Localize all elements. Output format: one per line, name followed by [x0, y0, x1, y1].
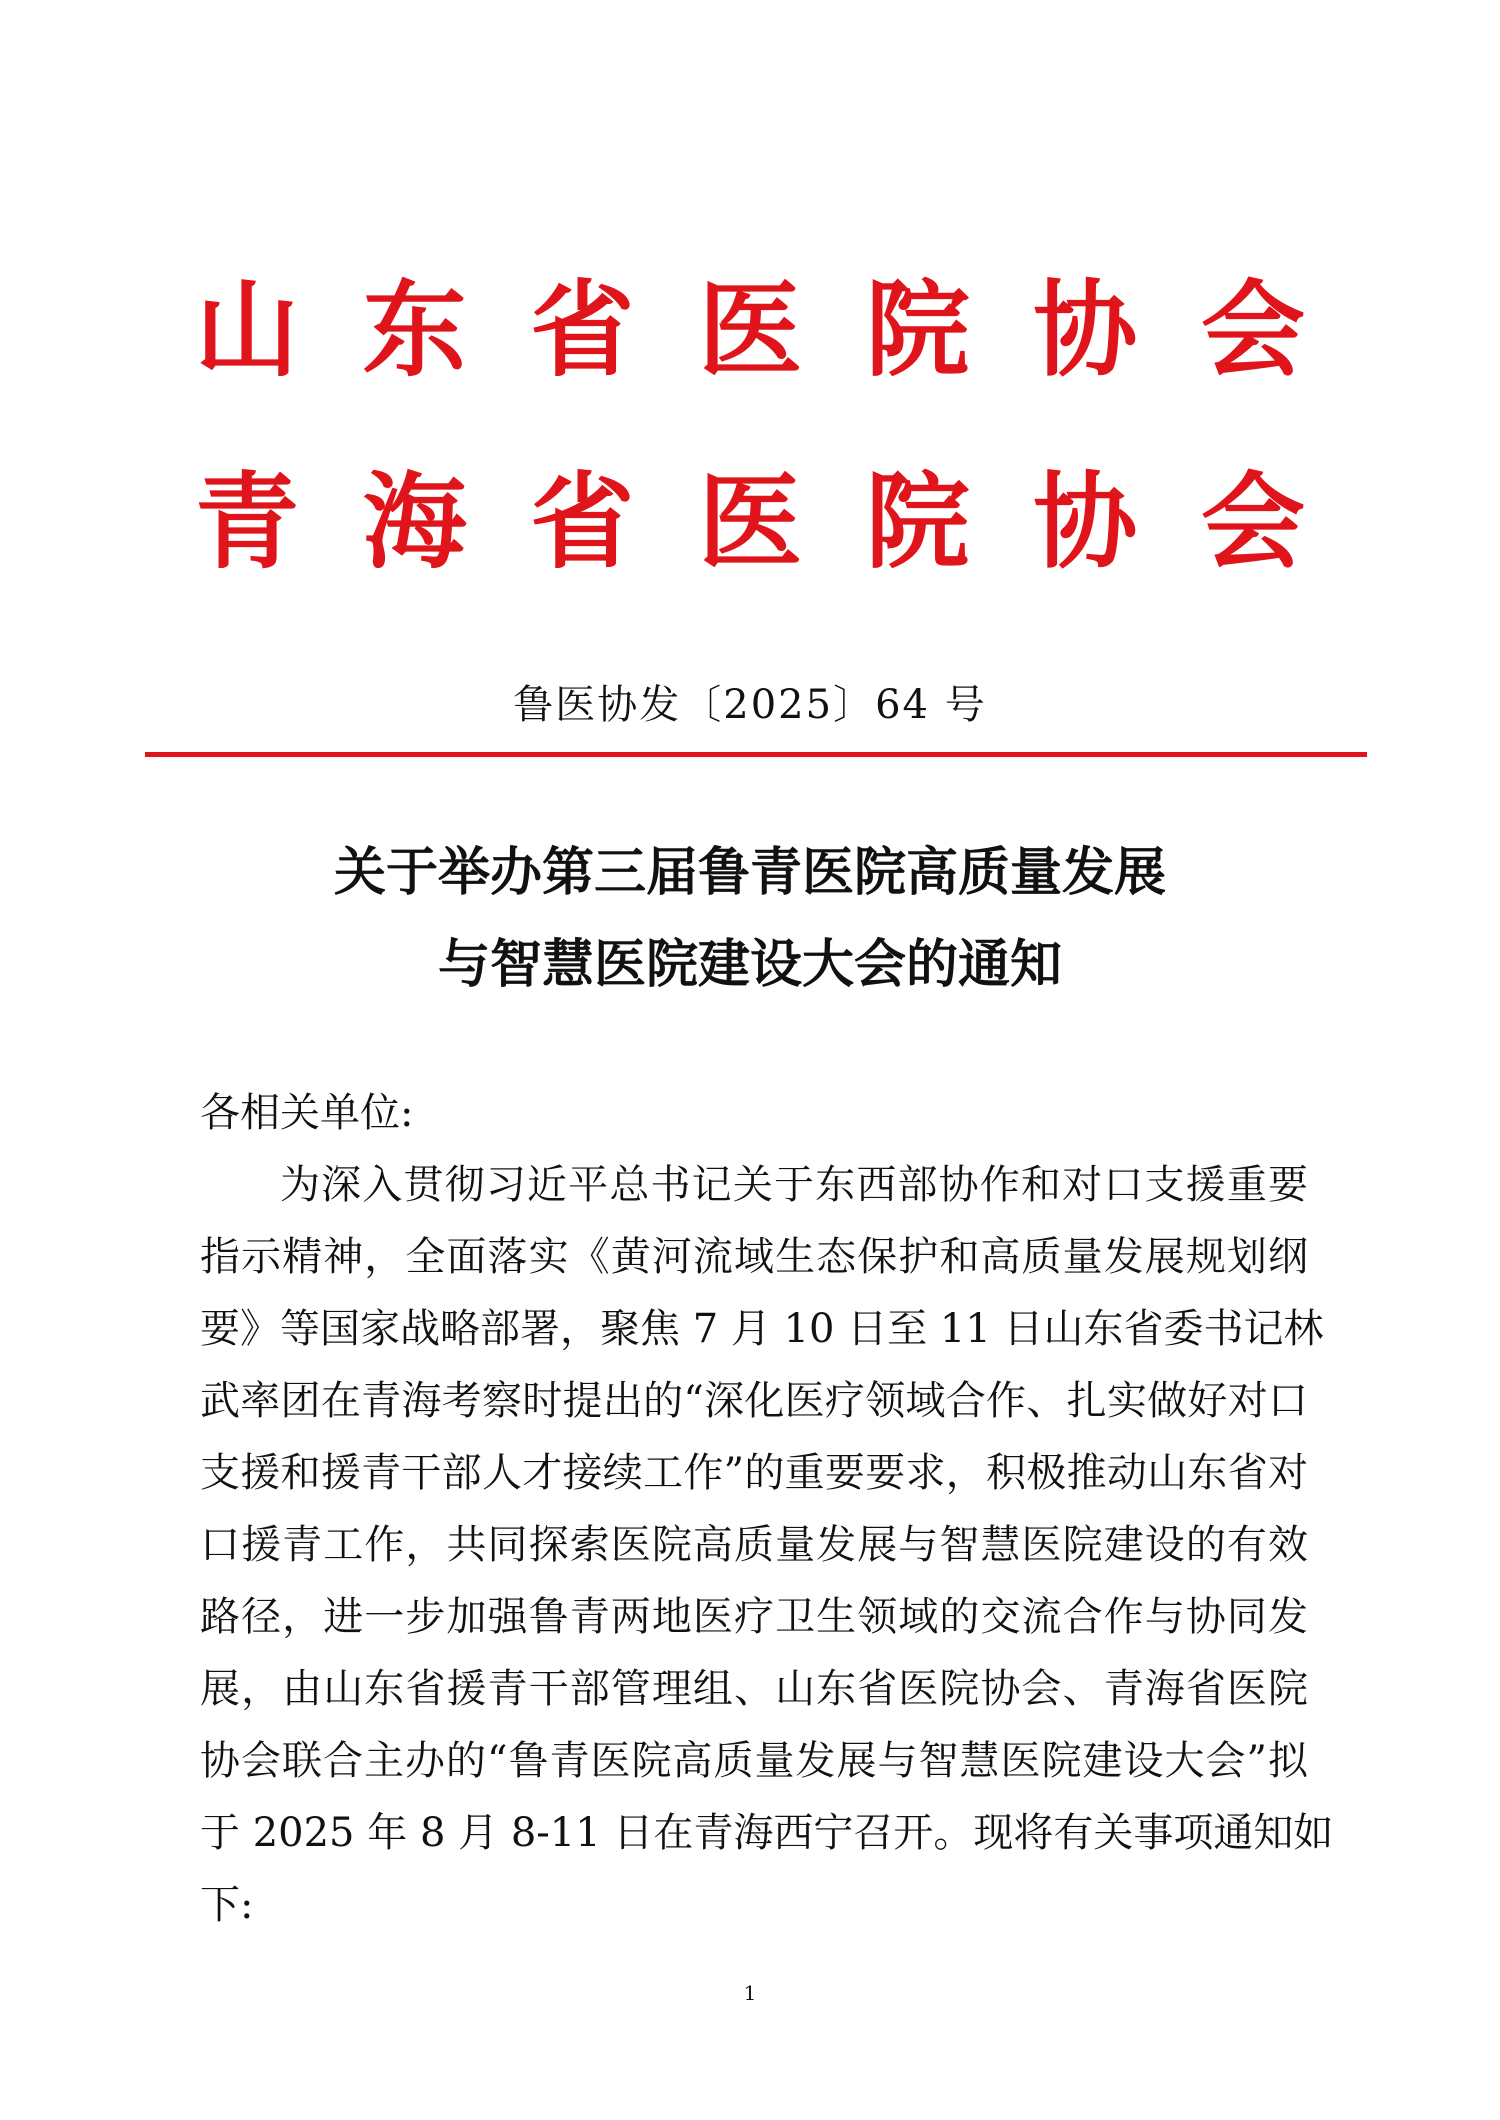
body-line: 指示精神，全面落实《黄河流域生态保护和高质量发展规划纲: [200, 1234, 1308, 1280]
salutation: 各相关单位:: [200, 1090, 414, 1136]
document-title-line-2: 与智慧医院建设大会的通知: [437, 935, 1062, 995]
body-line: 口援青工作，共同探索医院高质量发展与智慧医院建设的有效: [200, 1522, 1308, 1568]
header-char: 省: [530, 268, 635, 391]
header-char: 医: [697, 268, 802, 391]
body-line: 支援和援青干部人才接续工作”的重要要求，积极推动山东省对: [200, 1450, 1308, 1496]
header-char: 青: [195, 460, 300, 583]
header-char: 省: [530, 460, 635, 583]
issuer-qinghai-hospital-association: [195, 462, 1305, 582]
header-char: 会: [1200, 268, 1305, 391]
header-char: 海: [362, 460, 467, 583]
body-line: 下:: [200, 1882, 254, 1928]
header-char: 医: [697, 460, 802, 583]
header-char: 会: [1200, 460, 1305, 583]
body-line: 武率团在青海考察时提出的“深化医疗领域合作、扎实做好对口: [200, 1378, 1308, 1424]
header-char: 院: [865, 460, 970, 583]
body-line: 要》等国家战略部署，聚焦 7 月 10 日至 11 日山东省委书记林: [200, 1306, 1324, 1352]
body-line: 于 2025 年 8 月 8-11 日在青海西宁召开。现将有关事项通知如: [200, 1810, 1334, 1856]
header-divider: [145, 752, 1367, 757]
body-line: 协会联合主办的“鲁青医院高质量发展与智慧医院建设大会”拟: [200, 1738, 1308, 1784]
header-char: 山: [195, 268, 300, 391]
header-char: 协: [1033, 460, 1138, 583]
document-title-line-1: 关于举办第三届鲁青医院高质量发展: [333, 843, 1166, 903]
page-number: 1: [743, 1981, 757, 2005]
header-char: 协: [1033, 268, 1138, 391]
header-char: 东: [362, 268, 467, 391]
body-line: 展，由山东省援青干部管理组、山东省医院协会、青海省医院: [200, 1666, 1308, 1712]
header-char: 院: [865, 268, 970, 391]
body-line: 为深入贯彻习近平总书记关于东西部协作和对口支援重要: [280, 1162, 1308, 1208]
issuer-shandong-hospital-association: [195, 270, 1305, 390]
body-line: 路径，进一步加强鲁青两地医疗卫生领域的交流合作与协同发: [200, 1594, 1308, 1640]
document-number: 鲁医协发〔2025〕64 号: [513, 682, 987, 728]
